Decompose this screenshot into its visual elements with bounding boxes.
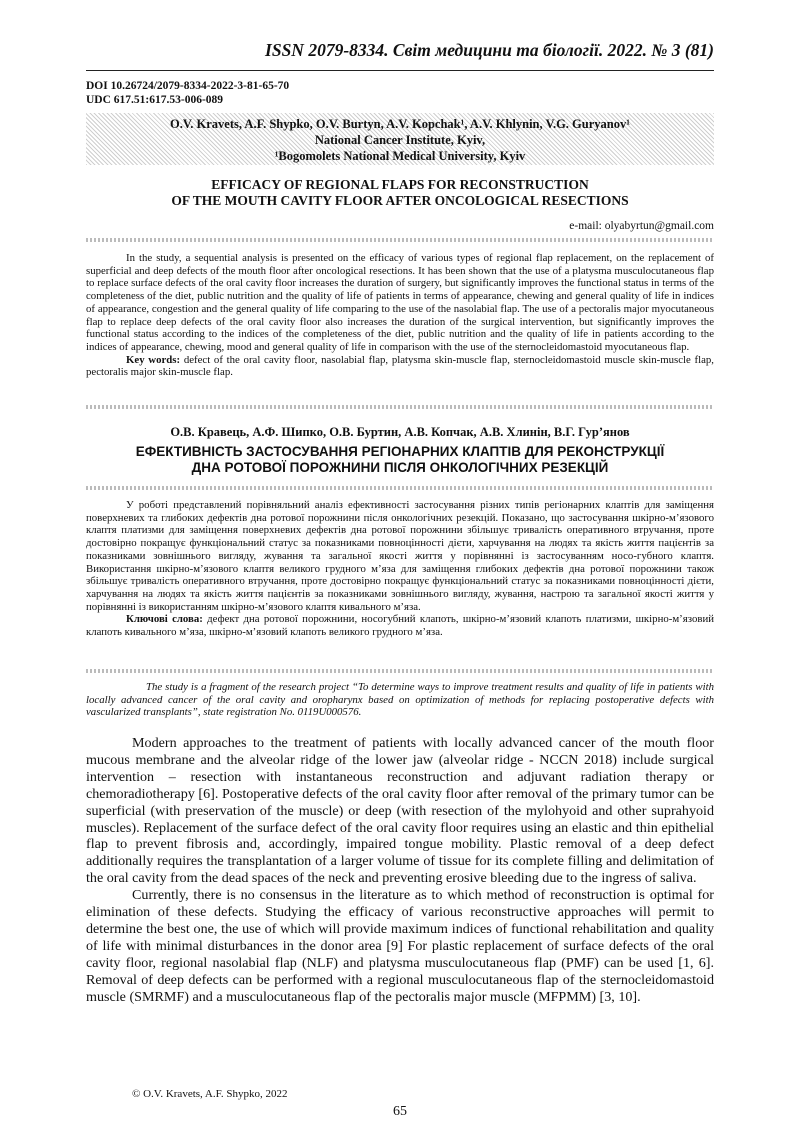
- project-note: [86, 681, 714, 719]
- keywords-ua-text: дефект дна ротової порожнини, носогубний клапоть, шкірно-м’язовий клапоть платизми, шкірно-м’язовий клапоть кивального м’яза, шкірно-м’язовий клапоть великого грудного м’яза.: [86, 613, 714, 639]
- udc: UDC 617.51:617.53-006-089: [86, 94, 224, 106]
- abstract-ua: [86, 499, 714, 639]
- body-text: [86, 735, 714, 1006]
- dotted-divider: [86, 238, 714, 242]
- dotted-divider: [86, 486, 714, 490]
- authors-en: O.V. Kravets, A.F. Shypko, O.V. Burtyn, A.V. Kopchak¹, A.V. Khlynin, V.G. Guryanov¹: [170, 117, 630, 131]
- title-ua: [86, 444, 714, 476]
- dotted-divider: [86, 405, 714, 409]
- title-en: [86, 177, 714, 209]
- journal-header: ISSN 2079-8334. Світ медицини та біології. 2022. № 3 (81): [265, 40, 714, 60]
- affiliation-2: ¹Bogomolets National Medical University, Kyiv: [274, 149, 526, 163]
- project-note-text: The study is a fragment of the research project “To determine ways to improve treatment results and quality of life in patients with locally advanced cancer of the oral cavity and oropharynx based on optimization of methods for replacing postoperative defects with vascularized transplants”, state registration No. 0119U000576.: [86, 681, 714, 718]
- page-number: 65: [393, 1104, 407, 1119]
- doi-block: [86, 79, 289, 107]
- abstract-ua-text: У роботі представлений порівняльний аналіз ефективності застосування різних типів регіонарних клаптів для заміщення поверхневих та глибоких дефектів дна ротової порожнини після онкологічних резекцій. Показано, що застосування шкірно-м’язового клаптя платизми для заміщення поверхневих дефектів дна ротової порожнини збільшує тривалість оперативного втручання, проте достовірно покращує функціональний статус за показниками повноцінності дієти, харчування на людях та якість життя пацієнтів за показниками зовнішнього вигляду, жування та загальної якості життя у порівнянні із застосуванням носо-губного клаптя. Використання шкірно-м’язового клаптя великого грудного м’яза для заміщення глибоких дефектів дна ротової порожнини також збільшує тривалість оперативного втручання, проте достовірно покращує функціональний статус за показниками повноцінності дієти, харчування на людях та якість життя пацієнтів за показниками зовнішнього вигляду, жування, настрою та загальної якості життя у порівнянні із використанням шкірно-м’язового клаптя кивального м’яза.: [86, 499, 714, 613]
- header-rule: [86, 70, 714, 71]
- doi: DOI 10.26724/2079-8334-2022-3-81-65-70: [86, 80, 290, 92]
- title-en-line-2: OF THE MOUTH CAVITY FLOOR AFTER ONCOLOGICAL RESECTIONS: [171, 193, 629, 208]
- body-paragraph-1: Modern approaches to the treatment of patients with locally advanced cancer of the mouth floor mucous membrane and the alveolar ridge of the lower jaw (alveolar ridge - NCCN 2018) include surgical intervention – resection with instantaneous reconstruction and adjuvant radiation therapy or chemoradiotherapy [6]. Postoperative defects of the oral cavity floor after removal of the primary tumor can be superficial (with preservation of the muscle) or deep (with resection of the mylohyoid and other suprahyoid muscles). Replacement of the surface defect of the oral cavity floor requires using an elastic and thin epithelial flap to prevent fibrosis and, accordingly, impaired tongue mobility. Plastic removal of a deep defect additionally requires the transplantation of a larger volume of tissue for its complete filling and delimitation of the oral cavity from the dead spaces of the neck and preventing erosive bleeding due to the ingress of saliva.: [86, 735, 714, 887]
- affiliation-1: National Cancer Institute, Kyiv,: [314, 133, 486, 147]
- keywords-ua: [86, 613, 714, 638]
- title-en-line-1: EFFICACY OF REGIONAL FLAPS FOR RECONSTRUCTION: [211, 177, 589, 192]
- title-ua-line-2: ДНА РОТОВОЇ ПОРОЖНИНИ ПІСЛЯ ОНКОЛОГІЧНИХ РЕЗЕКЦІЙ: [191, 460, 609, 475]
- keywords-en-text: defect of the oral cavity floor, nasolabial flap, platysma skin-muscle flap, sternocleidomastoid muscle skin-muscle flap, pectoralis major skin-muscle flap.: [86, 353, 715, 379]
- email: e-mail: olyabyrtun@gmail.com: [569, 220, 714, 232]
- author-band-en: [86, 113, 714, 165]
- authors-ua: О.В. Кравець, А.Ф. Шипко, О.В. Буртин, А.В. Копчак, А.В. Хлинін, В.Г. Гур’янов: [170, 425, 630, 439]
- abstract-en-text: In the study, a sequential analysis is presented on the efficacy of various types of regional flap replacement, on the replacement of superficial and deep defects of the mouth floor after oncological resections. It has been shown that the use of a platysma musculocutaneous flap to replace surface defects of the oral cavity floor increases the duration of surgery, but significantly improves the functional status in terms of the completeness of the diet, public nutrition and the quality of life of patients in terms of appearance, chewing and general quality of life in indices of appearance, congestion and the general quality of life comparing to the use of the nasolabial flap. The use of a pectoralis major myocutaneous flap to replace deep defects of the oral cavity floor also increases the duration of the surgical intervention, but significantly improves the functional status according to the indices of the completeness of the diet, public nutrition and the quality of life in patients according to the indices of appearance, chewing, mood and general quality of life in comparison with the use of the sternocleidomastoid myocutaneous flap.: [86, 252, 714, 353]
- keywords-en: [86, 354, 714, 379]
- title-ua-line-1: ЕФЕКТИВНІСТЬ ЗАСТОСУВАННЯ РЕГІОНАРНИХ КЛАПТІВ ДЛЯ РЕКОНСТРУКЦІЇ: [135, 444, 665, 459]
- abstract-en: [86, 252, 714, 379]
- keywords-ua-label: Ключові слова:: [126, 613, 203, 626]
- body-paragraph-2: Currently, there is no consensus in the literature as to which method of reconstruction is optimal for elimination of these defects. Studying the efficacy of various reconstructive approaches will permit to determine the best one, the use of which will provide maximum indices of functional rehabilitation and quality of life with minimal disturbances in the donor area [9] For plastic replacement of surface defects of the oral cavity floor, regional nasolabial flap (NLF) and platysma musculocutaneous flap (PMF) can be used [1, 6]. Removal of deep defects can be performed with a regional musculocutaneous flap of the sternocleidomastoid muscle (SMRMF) and a musculocutaneous flap of the pectoralis major muscle (MFPMM) [3, 10].: [86, 887, 714, 1005]
- keywords-en-label: Key words:: [126, 353, 181, 366]
- dotted-divider: [86, 669, 714, 673]
- copyright: © O.V. Kravets, A.F. Shypko, 2022: [132, 1088, 288, 1100]
